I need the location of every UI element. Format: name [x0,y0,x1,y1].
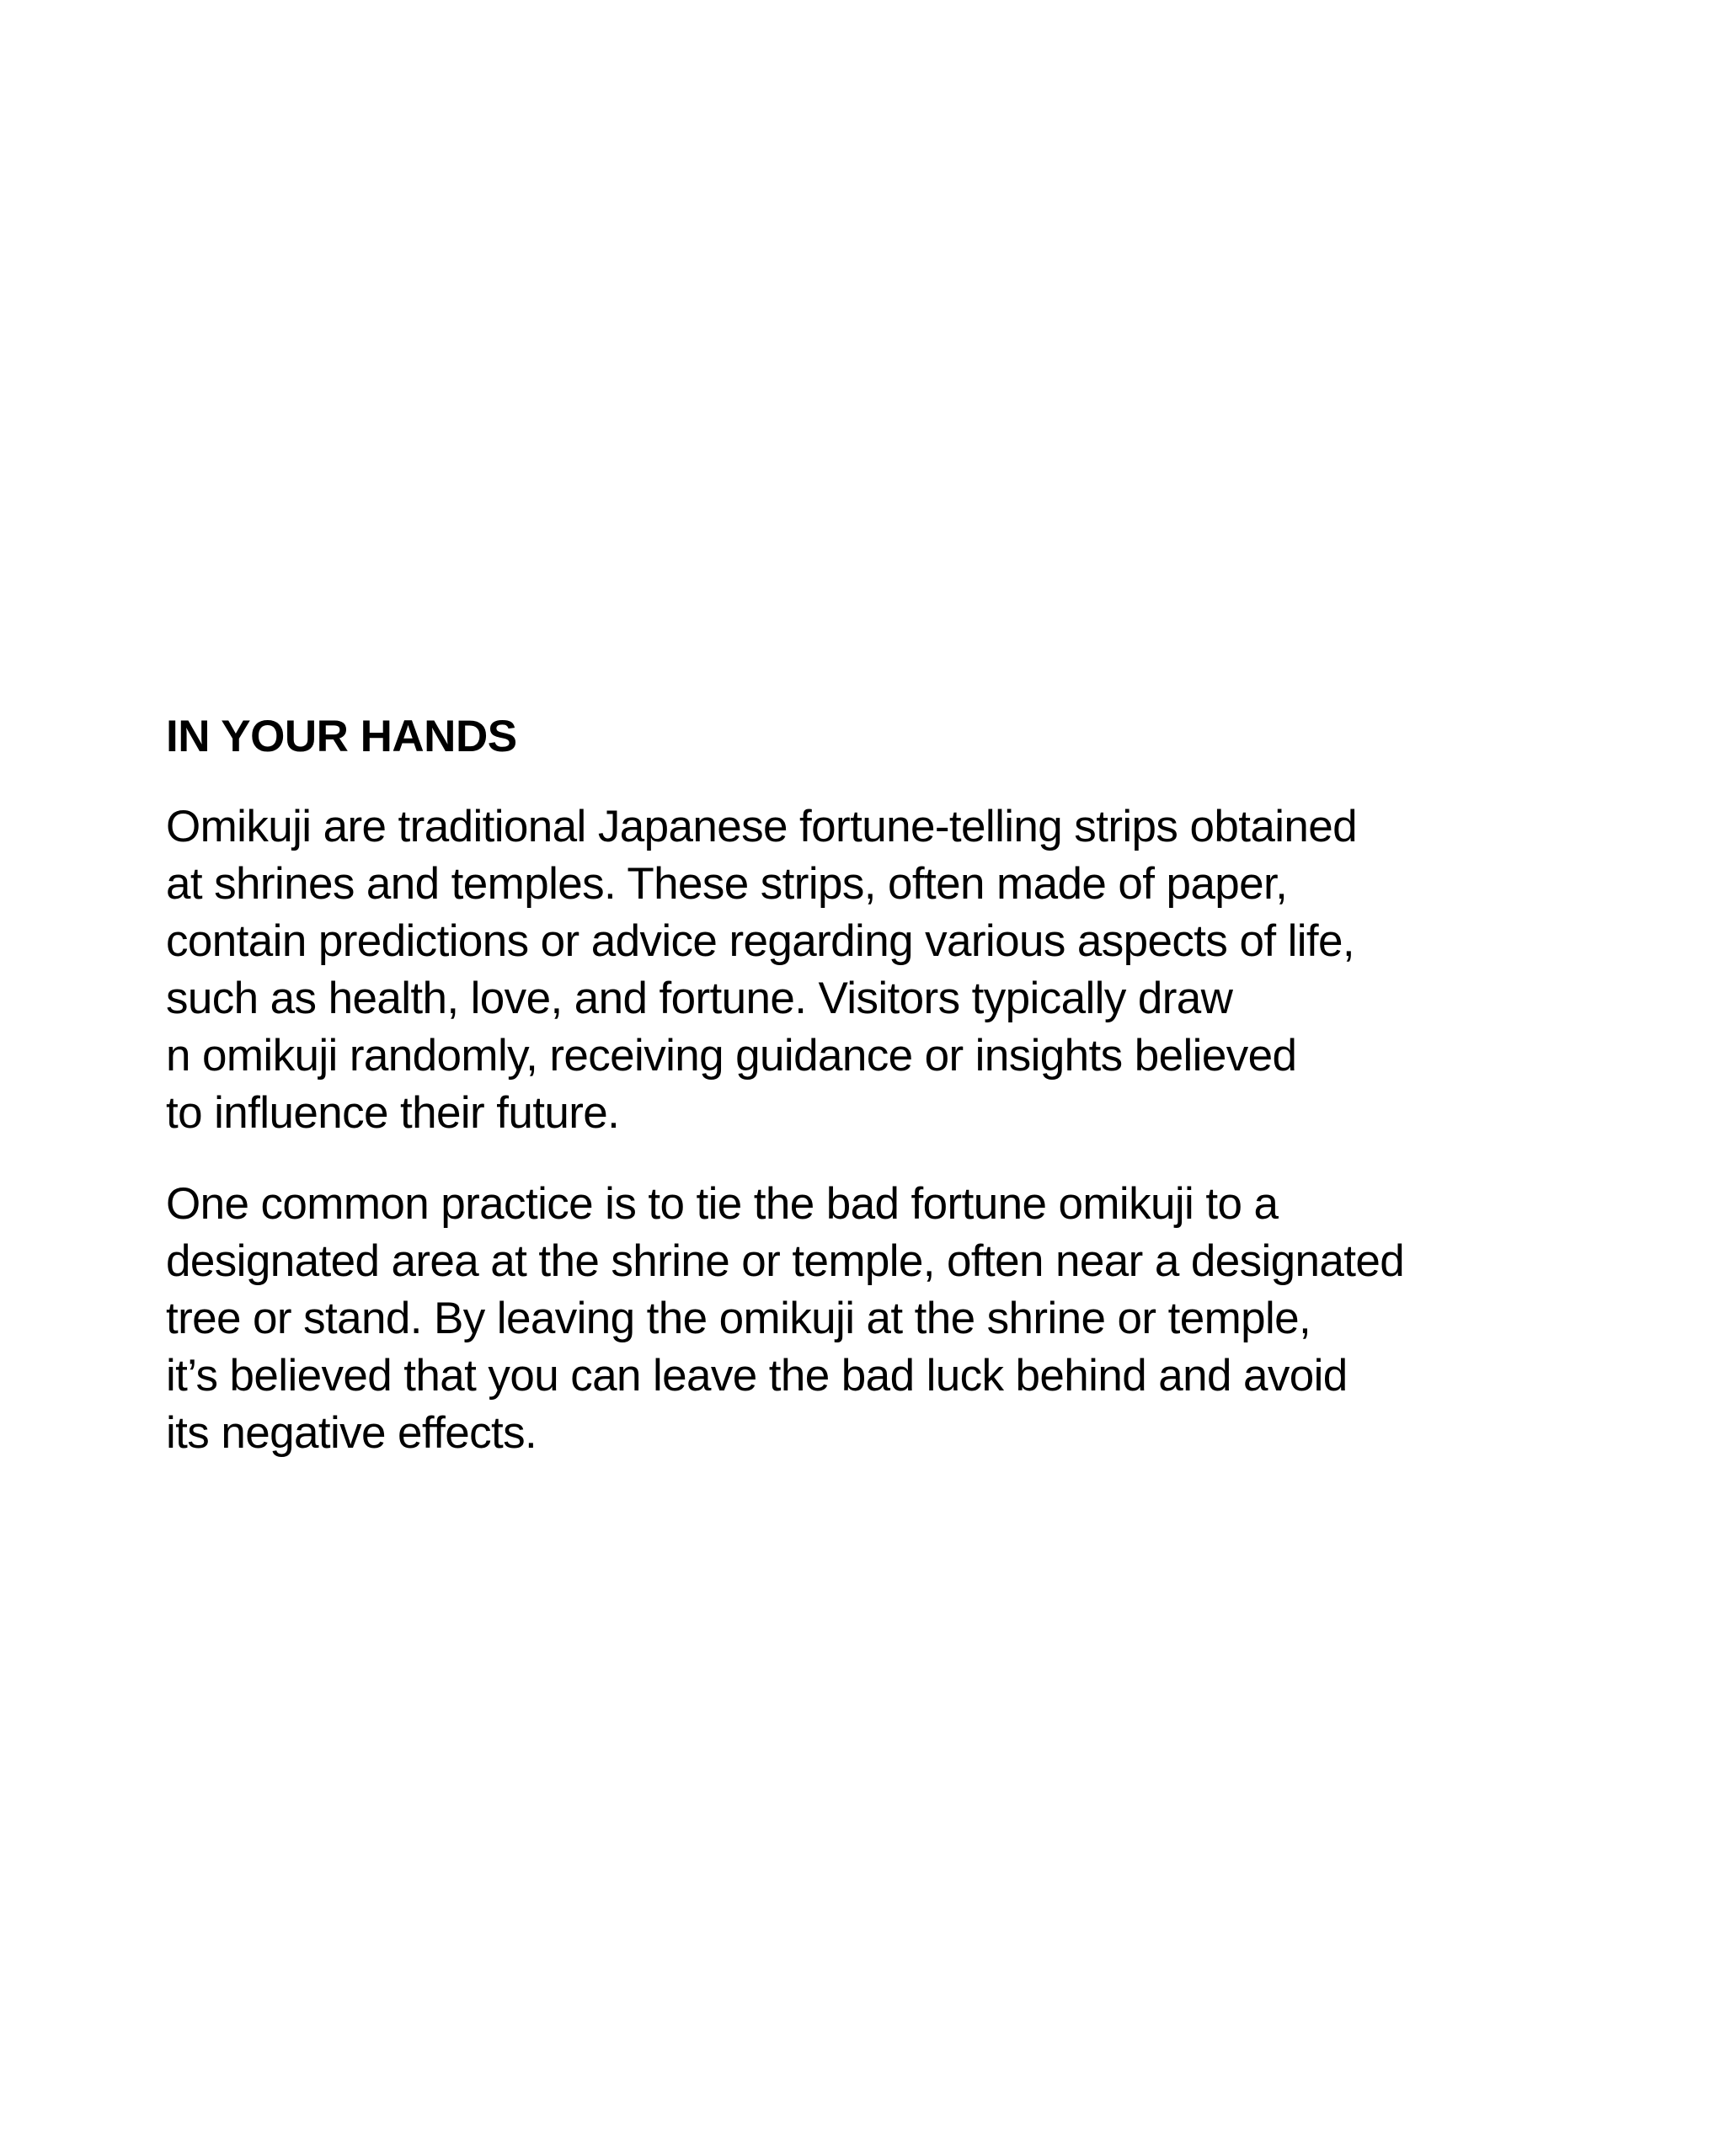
paragraph-line: One common practice is to tie the bad fortune omikuji to a [166,1179,1279,1229]
article [166,707,1598,1496]
paragraph-1 [166,798,1598,1142]
paragraph-line: designated area at the shrine or temple, often near a designated [166,1236,1405,1286]
paragraph-line: tree or stand. By leaving the omikuji at the shrine or temple, [166,1294,1311,1343]
paragraph-line: Omikuji are traditional Japanese fortune-telling strips obtained [166,802,1358,851]
paragraph-line: at shrines and temples. These strips, often made of paper, [166,859,1288,909]
paragraph-line: contain predictions or advice regarding various aspects of life, [166,916,1355,966]
article-heading: IN YOUR HANDS [166,712,517,761]
paragraph-line: it’s believed that you can leave the bad luck behind and avoid [166,1351,1348,1401]
paragraph-2 [166,1176,1598,1462]
paragraph-line: its negative effects. [166,1408,537,1458]
paragraph-line: such as health, love, and fortune. Visitors typically draw [166,974,1233,1023]
paragraph-line: to influence their future. [166,1088,620,1138]
paragraph-line: n omikuji randomly, receiving guidance or insights believed [166,1031,1297,1081]
